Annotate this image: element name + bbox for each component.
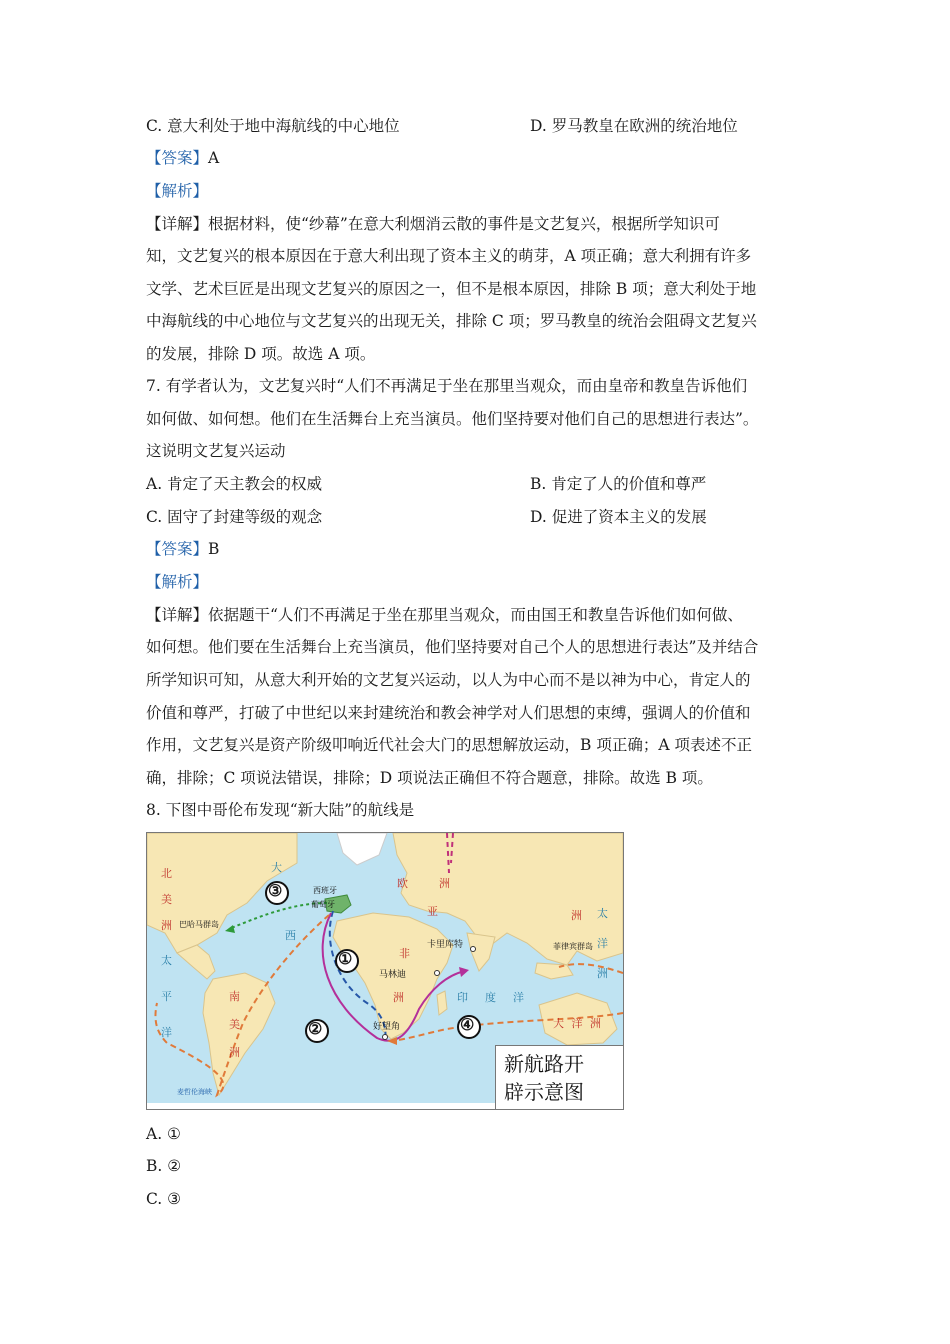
- q7-stem-line: 如何做、如何想。他们在生活舞台上充当演员。他们坚持要对他们自己的思想进行表达”。: [146, 410, 759, 428]
- q6-answer: [146, 148, 219, 168]
- q7-detail-line: 如何想。他们要在生活舞台上充当演员，他们坚持要对自己个人的思想进行表达”及并结合: [146, 638, 759, 656]
- oceania-label: 大 洋 洲: [553, 1017, 603, 1030]
- pacific-label-east: 太 洋 洲: [597, 907, 608, 980]
- q6-detail-line: 的发展，排除 D 项。故选 A 项。: [146, 345, 376, 363]
- answer-tag: 【答案】: [146, 149, 209, 167]
- q7-analysis-tag: 【解析】: [146, 573, 209, 591]
- calicut-marker: [471, 947, 476, 952]
- answer-value: A: [208, 149, 220, 167]
- q7-detail-line: 确，排除；C 项说法错误，排除；D 项说法正确但不符合题意，排除。故选 B 项。: [146, 769, 713, 787]
- asia-label-1: 亚: [427, 905, 438, 918]
- map-title-line: 辟示意图: [504, 1080, 584, 1104]
- map-title-line: 新航路开: [504, 1052, 584, 1076]
- new-sea-route-map: [146, 832, 624, 1110]
- malindi-marker: [435, 971, 440, 976]
- route-number-1-text: ①: [338, 949, 353, 968]
- europe-label-1: 欧: [397, 877, 408, 890]
- calicut-label: 卡里库特: [427, 940, 464, 950]
- q6-detail-line: 【详解】根据材料，使“纱幕”在意大利烟消云散的事件是文艺复兴，根据所学知识可: [146, 215, 720, 233]
- q7-stem-line: 这说明文艺复兴运动: [146, 442, 286, 460]
- indian-ocean-label-2: 度: [485, 991, 496, 1004]
- q6-option-d: D. 罗马教皇在欧洲的统治地位: [530, 117, 738, 135]
- indian-ocean-label-1: 印: [457, 991, 468, 1004]
- malindi-label: 马林迪: [379, 970, 407, 980]
- sa-label: 南 美 洲: [229, 990, 240, 1059]
- q8-option-a: A. ①: [146, 1125, 181, 1143]
- portugal-label: 葡萄牙: [311, 900, 335, 909]
- q7-detail-line: 作用，文艺复兴是资产阶级叩响近代社会大门的思想解放运动，B 项正确；A 项表述不正: [146, 736, 752, 754]
- q8-option-b: B. ②: [146, 1157, 182, 1175]
- route-number-4-text: ④: [460, 1015, 475, 1034]
- q7-option-d: D. 促进了资本主义的发展: [530, 508, 707, 526]
- cape-marker: [383, 1035, 388, 1040]
- q7-option-a: A. 肯定了天主教会的权威: [146, 475, 323, 493]
- pacific-label-west: 太 平 洋: [161, 954, 172, 1039]
- q7-stem-line: 7. 有学者认为，文艺复兴时“人们不再满足于坐在那里当观众，而由皇帝和教皇告诉他们: [146, 377, 748, 395]
- route-number-2-text: ②: [308, 1019, 323, 1038]
- q7-option-b: B. 肯定了人的价值和尊严: [530, 475, 707, 493]
- q7-detail-line: 价值和尊严，打破了中世纪以来封建统治和教会神学对人们思想的束缚，强调人的价值和: [146, 704, 751, 722]
- na-label: 北 美 洲: [161, 867, 172, 932]
- africa-label-1: 非: [399, 947, 410, 960]
- q6-detail-line: 知，文艺复兴的根本原因在于意大利出现了资本主义的萌芽，A 项正确；意大利拥有许多: [146, 247, 752, 265]
- q8-option-c: C. ③: [146, 1190, 182, 1208]
- asia-label-2: 洲: [571, 909, 582, 922]
- atlantic-label-2: 西: [285, 929, 296, 942]
- answer-value: B: [208, 540, 220, 558]
- cape-label: 好望角: [373, 1022, 401, 1032]
- q7-option-c: C. 固守了封建等级的观念: [146, 508, 323, 526]
- q6-analysis-tag: 【解析】: [146, 182, 209, 200]
- bahamas-label: 巴哈马群岛: [179, 920, 219, 929]
- q6-detail-line: 文学、艺术巨匠是出现文艺复兴的原因之一，但不是根本原因，排除 B 项；意大利处于地: [146, 280, 757, 298]
- africa-label-2: 洲: [393, 991, 404, 1004]
- magellan-strait-label: 麦哲伦海峡: [177, 1088, 212, 1096]
- indian-ocean-label-3: 洋: [513, 991, 524, 1004]
- europe-label-2: 洲: [439, 877, 450, 890]
- q6-option-c: C. 意大利处于地中海航线的中心地位: [146, 117, 400, 135]
- map-title-box: [495, 1045, 623, 1109]
- route-number-3-text: ③: [268, 881, 283, 900]
- q6-detail-line: 中海航线的中心地位与文艺复兴的出现无关，排除 C 项；罗马教皇的统治会阻碍文艺复兴: [146, 312, 757, 330]
- spain-label: 西班牙: [313, 886, 337, 895]
- q8-stem: 8. 下图中哥伦布发现“新大陆”的航线是: [146, 801, 415, 819]
- q7-answer: [146, 539, 219, 559]
- answer-tag: 【答案】: [146, 540, 209, 558]
- atlantic-label-1: 大: [271, 861, 282, 874]
- q7-detail-line: 【详解】依据题干“人们不再满足于坐在那里当观众，而由国王和教皇告诉他们如何做、: [146, 606, 743, 624]
- philippines-label: 菲律宾群岛: [553, 942, 593, 951]
- q7-detail-line: 所学知识可知，从意大利开始的文艺复兴运动，以人为中心而不是以神为中心，肯定人的: [146, 671, 751, 689]
